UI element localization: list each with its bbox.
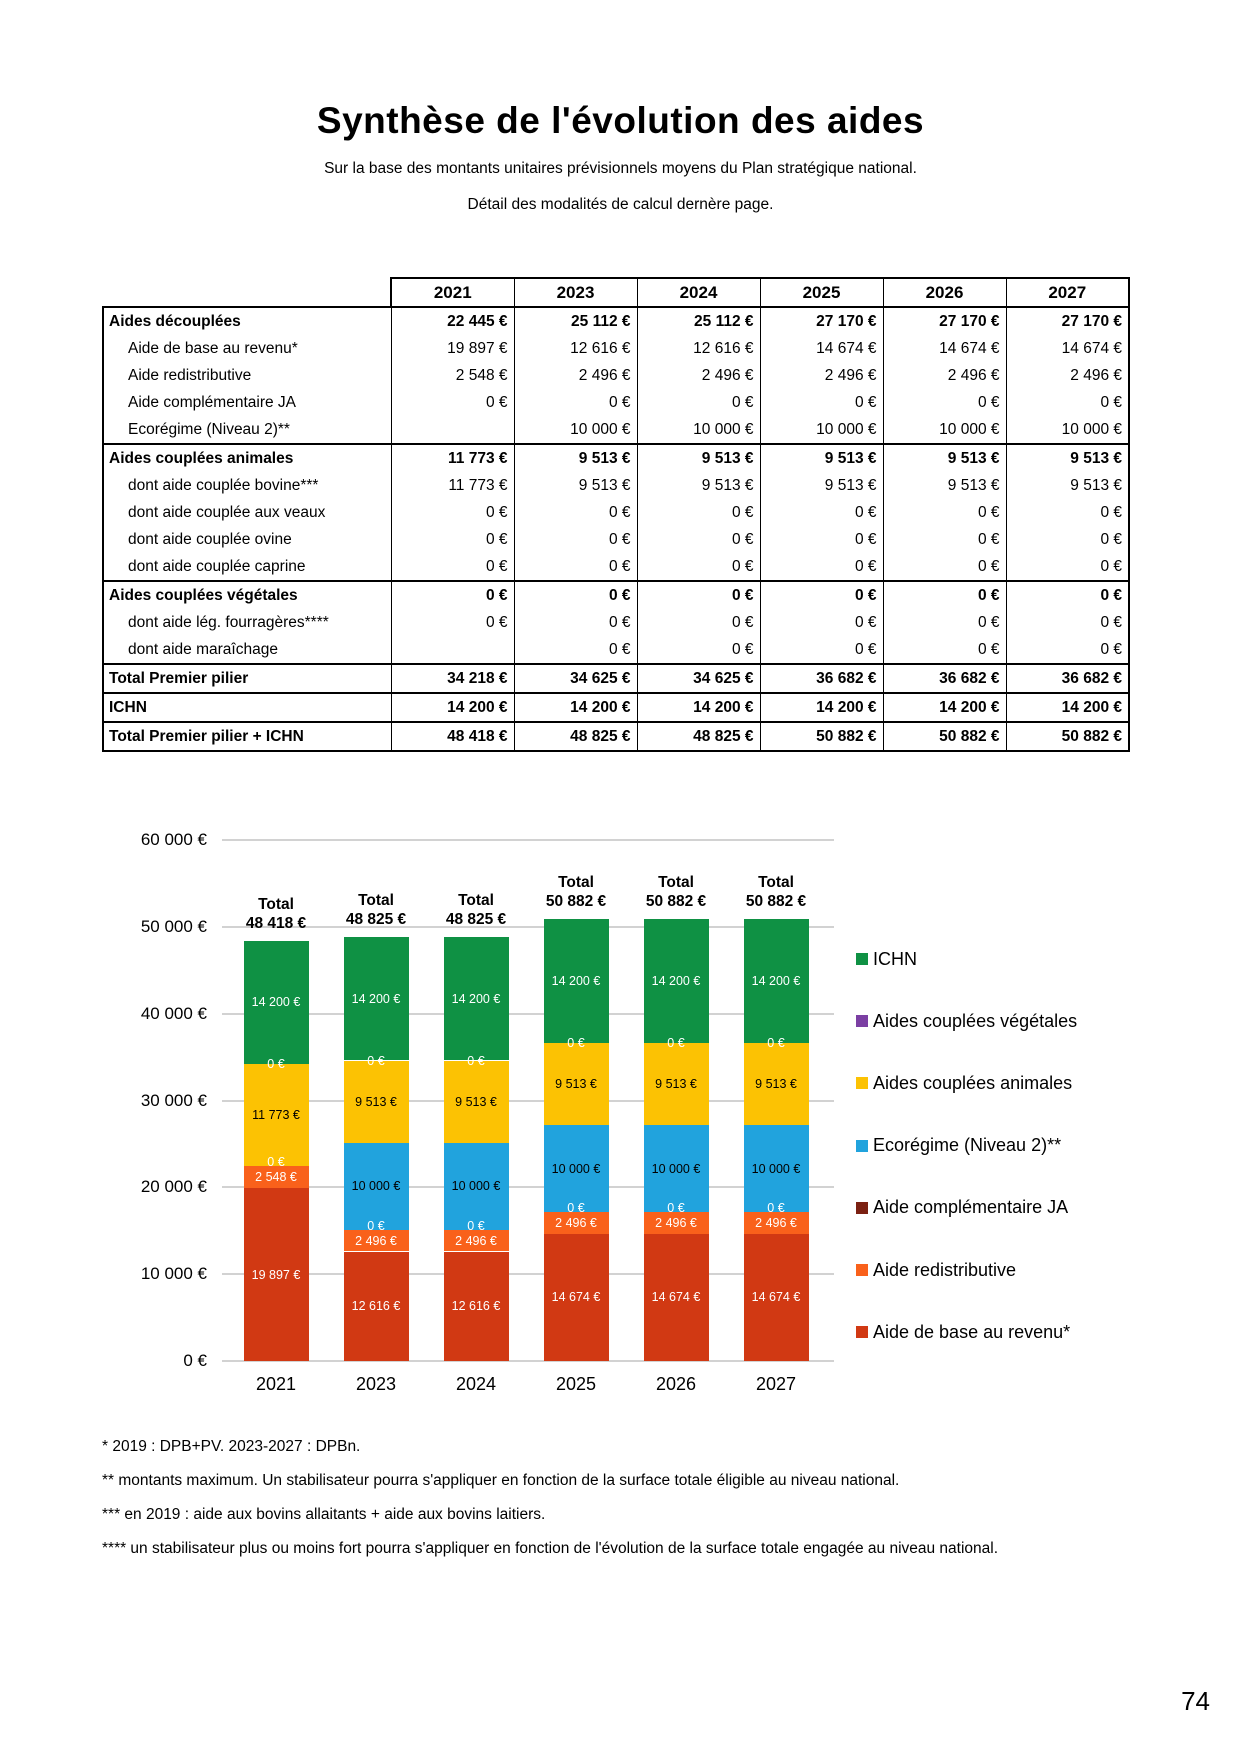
subtitle-line-2: Détail des modalités de calcul dernère page. (467, 196, 774, 213)
legend-item-label: Aide complémentaire JA (873, 1197, 1069, 1218)
cell-value: 0 € (637, 581, 760, 609)
bar-segment-value-label: 2 496 € (555, 1215, 597, 1230)
legend-swatch-icon (856, 1326, 868, 1338)
cell-value: 34 625 € (637, 664, 760, 693)
year-column-header: 2025 (760, 278, 883, 307)
bar-segment-value-label: 14 200 € (651, 974, 701, 988)
subtitle-line-1: Sur la base des montants unitaires prévisionnels moyens du Plan stratégique national. (324, 160, 917, 177)
cell-value: 0 € (883, 553, 1006, 581)
cell-value: 12 616 € (637, 335, 760, 362)
cell-value: 9 513 € (514, 444, 637, 472)
bar-segment-value-label: 9 513 € (555, 1076, 597, 1091)
cell-value: 10 000 € (637, 416, 760, 444)
x-axis-category-label: 2023 (355, 1374, 397, 1394)
legend-item (856, 1197, 1068, 1219)
cell-value: 14 674 € (760, 335, 883, 362)
cell-value: 0 € (1006, 499, 1129, 526)
y-axis-tick-label: 30 000 € (140, 1090, 207, 1110)
bar-segment-value-label: 0 € (567, 1035, 585, 1050)
cell-value: 0 € (637, 526, 760, 553)
table-row (103, 389, 1129, 416)
cell-value: 25 112 € (514, 307, 637, 335)
bar-segment-value-label: 2 496 € (755, 1215, 797, 1230)
cell-value: 14 200 € (760, 693, 883, 722)
x-axis-category-label: 2025 (555, 1374, 597, 1394)
cell-value: 48 418 € (391, 722, 514, 751)
cell-value: 0 € (637, 636, 760, 664)
year-column-header: 2027 (1006, 278, 1129, 307)
cell-value: 0 € (1006, 526, 1129, 553)
bar-segment-value-label: 0 € (267, 1057, 285, 1071)
bar-segment-value-label: 10 000 € (451, 1179, 501, 1194)
bar-segment-value-label: 0 € (767, 1035, 785, 1050)
cell-value: 0 € (391, 609, 514, 636)
bar-segment-value-label: 10 000 € (351, 1179, 401, 1194)
bar-segment-value-label: 10 000 € (551, 1161, 601, 1176)
cell-value: 34 625 € (514, 664, 637, 693)
table-row (103, 693, 1129, 722)
row-label: Aides couplées végétales (103, 581, 391, 609)
table-row (103, 609, 1129, 636)
bar-segment-value-label: 2 496 € (655, 1215, 697, 1230)
cell-value: 27 170 € (883, 307, 1006, 335)
row-label: dont aide maraîchage (103, 636, 391, 664)
bar-segment-value-label: 14 200 € (351, 991, 401, 1006)
year-column-header: 2026 (883, 278, 1006, 307)
cell-value: 27 170 € (760, 307, 883, 335)
gridline (222, 1360, 834, 1362)
cell-value: 0 € (637, 499, 760, 526)
bar-total-label-line1: Total (458, 892, 494, 910)
cell-value: 0 € (637, 553, 760, 581)
bar-segment-value-label: 0 € (767, 1201, 785, 1215)
cell-value: 14 200 € (637, 693, 760, 722)
cell-value: 50 882 € (1006, 722, 1129, 751)
bar-total-label-line2: 50 882 € (645, 893, 707, 911)
cell-value: 0 € (883, 581, 1006, 609)
cell-value: 0 € (760, 499, 883, 526)
legend-item (856, 1135, 1061, 1157)
x-axis-category-label: 2027 (755, 1374, 797, 1394)
cell-value: 2 496 € (883, 362, 1006, 389)
legend-swatch-icon (856, 953, 868, 965)
cell-value: 0 € (637, 609, 760, 636)
bar-segment-value-label: 0 € (367, 1053, 385, 1068)
y-axis-tick-label: 10 000 € (140, 1264, 207, 1284)
bar-segment-value-label: 0 € (667, 1035, 685, 1050)
bar-total-label-line2: 48 825 € (345, 911, 407, 929)
row-label: dont aide couplée caprine (103, 553, 391, 581)
table-corner-cell (103, 278, 391, 307)
cell-value: 0 € (391, 526, 514, 553)
cell-value: 14 200 € (391, 693, 514, 722)
bar-segment-value-label: 0 € (367, 1218, 385, 1233)
bar-total-label-line1: Total (758, 874, 794, 892)
cell-value: 2 496 € (514, 362, 637, 389)
cell-value: 36 682 € (760, 664, 883, 693)
gridline (222, 1013, 834, 1015)
bar-segment-value-label: 19 897 € (251, 1267, 301, 1282)
bar-segment-value-label: 12 616 € (351, 1299, 401, 1314)
bar-segment-value-label: 12 616 € (451, 1299, 501, 1314)
legend-item (856, 1321, 1070, 1343)
x-axis-category-label: 2024 (455, 1374, 497, 1394)
bar-total-label (711, 873, 841, 911)
cell-value: 27 170 € (1006, 307, 1129, 335)
cell-value: 10 000 € (514, 416, 637, 444)
cell-value: 36 682 € (1006, 664, 1129, 693)
cell-value: 0 € (1006, 553, 1129, 581)
row-label: dont aide lég. fourragères**** (103, 609, 391, 636)
cell-value: 2 496 € (1006, 362, 1129, 389)
legend-swatch-icon (856, 1264, 868, 1276)
cell-value: 0 € (883, 526, 1006, 553)
bar-segment-value-label: 14 674 € (651, 1290, 701, 1305)
table-row (103, 722, 1129, 751)
gridline (222, 1186, 834, 1188)
row-label: dont aide couplée bovine*** (103, 472, 391, 499)
bar-segment-value-label: 14 200 € (551, 974, 601, 988)
legend-item-label: Aide de base au revenu* (873, 1321, 1071, 1342)
bar-total-label-line1: Total (258, 895, 294, 913)
bar-total-label-line1: Total (658, 874, 694, 892)
cell-value: 0 € (760, 389, 883, 416)
cell-value (391, 636, 514, 664)
footnote-1: * 2019 : DPB+PV. 2023-2027 : DPBn. (102, 1438, 361, 1455)
cell-value: 14 674 € (883, 335, 1006, 362)
bar-segment-value-label: 0 € (567, 1201, 585, 1215)
cell-value: 50 882 € (760, 722, 883, 751)
bar-total-label-line2: 50 882 € (545, 893, 607, 911)
bar-segment-value-label: 14 200 € (451, 991, 501, 1006)
bar-total-label-line1: Total (558, 874, 594, 892)
legend-item (856, 1259, 1016, 1281)
bar-total-label-line2: 48 825 € (445, 911, 507, 929)
footnote-3: *** en 2019 : aide aux bovins allaitants + aide aux bovins laitiers. (102, 1506, 546, 1523)
cell-value: 0 € (760, 636, 883, 664)
legend-item-label: Aides couplées animales (873, 1072, 1073, 1093)
table-row (103, 664, 1129, 693)
footnote-4: **** un stabilisateur plus ou moins fort pourra s'appliquer en fonction de l'évolution de la surface totale engagée au niveau national. (102, 1540, 999, 1557)
cell-value: 48 825 € (637, 722, 760, 751)
y-axis-tick-label: 40 000 € (140, 1003, 207, 1023)
bar-segment-value-label: 0 € (667, 1201, 685, 1215)
cell-value: 0 € (637, 389, 760, 416)
row-label: Total Premier pilier + ICHN (103, 722, 391, 751)
cell-value: 34 218 € (391, 664, 514, 693)
cell-value: 10 000 € (1006, 416, 1129, 444)
bar-segment-value-label: 11 773 € (252, 1108, 300, 1123)
legend-item-label: Ecorégime (Niveau 2)** (873, 1135, 1062, 1156)
page-title: Synthèse de l'évolution des aides (316, 100, 925, 141)
aids-evolution-table (102, 277, 1130, 752)
table-row (103, 335, 1129, 362)
cell-value: 2 496 € (637, 362, 760, 389)
table-row (103, 636, 1129, 664)
cell-value: 9 513 € (760, 444, 883, 472)
cell-value: 25 112 € (637, 307, 760, 335)
cell-value: 0 € (883, 499, 1006, 526)
cell-value: 0 € (760, 526, 883, 553)
gridline (222, 839, 834, 841)
cell-value (391, 416, 514, 444)
cell-value: 22 445 € (391, 307, 514, 335)
cell-value: 0 € (760, 609, 883, 636)
year-column-header: 2021 (391, 278, 514, 307)
cell-value: 0 € (1006, 636, 1129, 664)
bar-segment-value-label: 14 674 € (751, 1290, 801, 1305)
x-axis-category-label: 2021 (255, 1374, 297, 1394)
legend-swatch-icon (856, 1077, 868, 1089)
y-axis-tick-label: 60 000 € (140, 830, 207, 850)
cell-value: 2 548 € (391, 362, 514, 389)
cell-value: 50 882 € (883, 722, 1006, 751)
row-label: Aide complémentaire JA (103, 389, 391, 416)
cell-value: 48 825 € (514, 722, 637, 751)
table-row (103, 472, 1129, 499)
row-label: Aides découplées (103, 307, 391, 335)
legend-swatch-icon (856, 1140, 868, 1152)
cell-value: 10 000 € (883, 416, 1006, 444)
bar-total-label-line1: Total (358, 892, 394, 910)
year-column-header: 2024 (637, 278, 760, 307)
bar-segment-value-label: 14 200 € (251, 995, 301, 1010)
cell-value: 9 513 € (514, 472, 637, 499)
row-label: dont aide couplée aux veaux (103, 499, 391, 526)
table-row (103, 416, 1129, 444)
cell-value: 0 € (391, 389, 514, 416)
y-axis-tick-label: 0 € (183, 1351, 207, 1370)
cell-value: 0 € (1006, 609, 1129, 636)
cell-value: 0 € (514, 553, 637, 581)
bar-segment-value-label: 9 513 € (355, 1094, 397, 1109)
legend-swatch-icon (856, 1202, 868, 1214)
cell-value: 0 € (514, 389, 637, 416)
cell-value: 9 513 € (637, 444, 760, 472)
cell-value: 0 € (1006, 389, 1129, 416)
table-row (103, 526, 1129, 553)
cell-value: 2 496 € (760, 362, 883, 389)
cell-value: 0 € (1006, 581, 1129, 609)
cell-value: 9 513 € (1006, 444, 1129, 472)
bar-segment-value-label: 2 496 € (355, 1233, 397, 1248)
cell-value: 0 € (883, 636, 1006, 664)
legend-item (856, 1010, 1077, 1032)
bar-segment-value-label: 0 € (467, 1053, 485, 1068)
footnote-2: ** montants maximum. Un stabilisateur pourra s'appliquer en fonction de la surface totale éligible au niveau national. (102, 1472, 900, 1489)
bar-segment-value-label: 9 513 € (455, 1094, 497, 1109)
cell-value: 14 674 € (1006, 335, 1129, 362)
cell-value: 0 € (514, 581, 637, 609)
bar-segment-value-label: 10 000 € (651, 1161, 701, 1176)
row-label: Total Premier pilier (103, 664, 391, 693)
bar-segment-value-label: 14 674 € (551, 1290, 601, 1305)
cell-value: 9 513 € (760, 472, 883, 499)
cell-value: 14 200 € (1006, 693, 1129, 722)
bar-total-label-line2: 50 882 € (745, 893, 807, 911)
legend-item-label: Aide redistributive (873, 1259, 1017, 1280)
cell-value: 0 € (514, 636, 637, 664)
year-column-header: 2023 (514, 278, 637, 307)
row-label: ICHN (103, 693, 391, 722)
legend-item (856, 1072, 1072, 1094)
y-axis-tick-label: 50 000 € (140, 917, 207, 936)
row-label: Aide redistributive (103, 362, 391, 389)
legend-swatch-icon (856, 1015, 868, 1027)
cell-value: 9 513 € (637, 472, 760, 499)
cell-value: 11 773 € (391, 472, 514, 499)
row-label: Aide de base au revenu* (103, 335, 391, 362)
x-axis-category-label: 2026 (655, 1374, 697, 1394)
cell-value: 0 € (514, 499, 637, 526)
aids-table-container (102, 277, 1130, 752)
cell-value: 11 773 € (391, 444, 514, 472)
row-label: Aides couplées animales (103, 444, 391, 472)
bar-segment-value-label: 9 513 € (655, 1076, 697, 1091)
bar-segment-value-label: 2 496 € (455, 1233, 497, 1248)
row-label: dont aide couplée ovine (103, 526, 391, 553)
cell-value: 0 € (391, 499, 514, 526)
table-row (103, 307, 1129, 335)
cell-value: 9 513 € (883, 472, 1006, 499)
legend-item-label: Aides couplées végétales (873, 1010, 1078, 1031)
cell-value: 0 € (514, 526, 637, 553)
table-row (103, 581, 1129, 609)
bar-segment-value-label: 10 000 € (751, 1161, 801, 1176)
cell-value: 0 € (760, 581, 883, 609)
cell-value: 0 € (760, 553, 883, 581)
legend-item-label: ICHN (873, 948, 917, 969)
cell-value: 10 000 € (760, 416, 883, 444)
table-row (103, 362, 1129, 389)
cell-value: 36 682 € (883, 664, 1006, 693)
cell-value: 19 897 € (391, 335, 514, 362)
bar-segment-value-label: 2 548 € (255, 1170, 297, 1185)
bar-segment-value-label: 0 € (267, 1155, 285, 1170)
table-row (103, 499, 1129, 526)
legend-item (856, 948, 917, 970)
cell-value: 0 € (391, 553, 514, 581)
footnotes (102, 1437, 998, 1573)
y-axis-tick-label: 20 000 € (140, 1177, 207, 1197)
bar-segment-value-label: 14 200 € (751, 974, 801, 988)
row-label: Ecorégime (Niveau 2)** (103, 416, 391, 444)
cell-value: 12 616 € (514, 335, 637, 362)
table-row (103, 444, 1129, 472)
cell-value: 9 513 € (883, 444, 1006, 472)
cell-value: 14 200 € (883, 693, 1006, 722)
table-row (103, 553, 1129, 581)
page-number: 74 (1181, 1686, 1210, 1716)
cell-value: 0 € (883, 389, 1006, 416)
gridline (222, 1100, 834, 1102)
table-header-row (103, 278, 1129, 307)
cell-value: 0 € (883, 609, 1006, 636)
cell-value: 9 513 € (1006, 472, 1129, 499)
bar-segment-value-label: 9 513 € (755, 1076, 797, 1091)
cell-value: 14 200 € (514, 693, 637, 722)
cell-value: 0 € (514, 609, 637, 636)
cell-value: 0 € (391, 581, 514, 609)
bar-total-label-line2: 48 418 € (245, 914, 307, 932)
bar-segment-value-label: 0 € (467, 1218, 485, 1233)
